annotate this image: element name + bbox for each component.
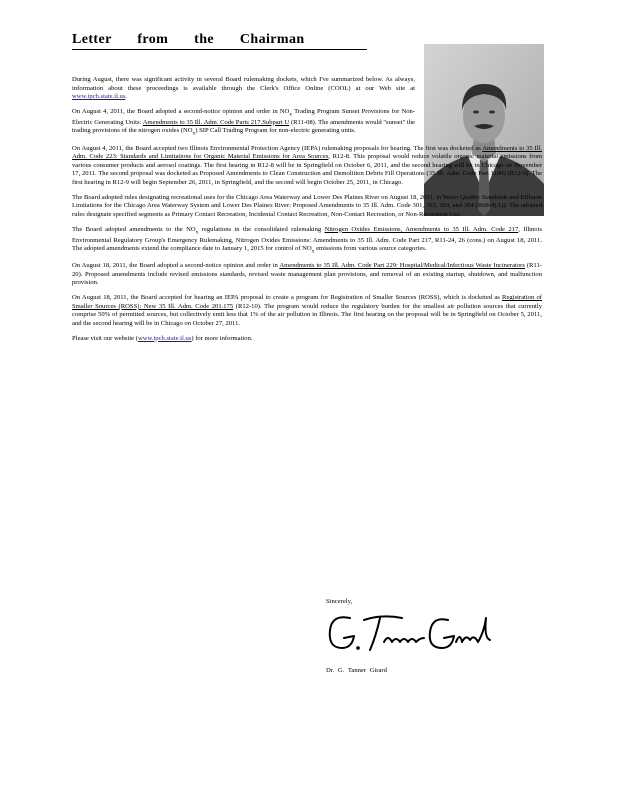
signer-name: Dr. G. Tanner Girard [326, 667, 387, 674]
handwritten-signature [322, 608, 497, 660]
docket-title: Amendments to 35 Ill. Adm. Code 223: Standards and Limitations for Organic Material Emissions for Area Sources [72, 144, 542, 161]
subscript: x [311, 248, 315, 255]
paragraph-text: During August, there was significant activity in several Board rulemaking dockets, which I've summarized below. As always, information about these proceedings is available through the Clerk's Office Online (COOL) at our Web site at [72, 76, 415, 92]
paragraph-text: ) for more information. [191, 334, 253, 342]
docket-title: Nitrogen Oxides Emissions, Amendments to 35 Ill. Adm. Code 217 [324, 225, 519, 233]
paragraph-text: ) SIP Call Trading Program for non-electric generating units. [195, 127, 356, 135]
paragraph-text: emissions from various source categories. [314, 245, 427, 253]
paragraph-text: (R11-20). Proposed amendments include revised emissions standards, revised waste management plan provisions, and removal of an existing startup, shutdown, and malfunction provision. [72, 262, 542, 287]
paragraph-text: Trading Program Sunset Provisions for Non-Electric Generating Units: [72, 107, 416, 126]
paragraph-intro [72, 76, 415, 102]
website-link[interactable]: www.ipcb.state.il.us [137, 334, 192, 342]
paragraph-text: (R11-08). The amendments would "sunset" the trading provisions of the nitrogen oxides (NO [72, 118, 415, 135]
paragraph-text: (R12-10). The program would reduce the regulatory burden for the smallest air pollution sources that currently comprise 50% of permitted sources, but collectively emit less that 1% of the air pollution in Illinois. The first hearing on the proposal will be in Springfield on October 5, 2011, and the second hearing will be in Chicago on October 27, 2011. [72, 302, 542, 328]
paragraph-text: On August 18, 2011, the Board accepted for hearing an IEPA proposal to create a program for Registration of Smaller Sources (ROSS), which is docketed as [72, 294, 503, 302]
subscript: x [195, 229, 199, 235]
paragraph-text: Please visit our website ( [72, 334, 138, 342]
website-link[interactable]: www.ipcb.state.il.us [72, 93, 126, 101]
paragraph-r12-10 [72, 294, 542, 328]
docket-title: Registration of Smaller Sources (ROSS): New 35 Ill. Adm. Code 201.175 [72, 294, 542, 310]
paragraph-r12-8 [72, 145, 542, 188]
subscript: x [192, 130, 196, 137]
paragraph-text: , R12-8. This proposal would reduce volatile organic material emissions from various consumer products and aerosol coatings. The first hearing in R12-8 will be in Springfield on October 6, 2011, and the second hearing will be in Chicago on November 17, 2011. The second proposal was docketed as Proposed Amendments to Clean Construction and Demolition Debris Fill Operations (35 Ill. Adm. Code Part 1100) (R12-9). The first hearing in R12-9 will begin September 26, 2011, in Springfield, and the second will begin October 25, 2011, in Chicago. [72, 153, 542, 186]
paragraph-text: . [125, 93, 128, 101]
paragraph-text: On August 18, 2011, the Board adopted a second-notice opinion and order in [72, 262, 280, 270]
paragraph-text: The Board adopted amendments to the NO [72, 225, 196, 233]
docket-title: Amendments to 35 Ill. Adm. Code Part 229: Hospital/Medical/Infectious Waste Incinerators [279, 262, 525, 270]
paragraph-r08-9: The Board adopted rules designating recreational uses for the Chicago Area Waterway and Lower Des Plaines River on August 18, 2011, in Water Quality Standards and Effluent Limitations for the Chicago Area Waterway System and Lower Des Plaines River: Proposed Amendments to 35 Ill. Adm. Code 301, 302, 303, and 304 (R08-9(A)). The adopted rules designate specified segments as Primary Contact Recreation, Incidental Contact Recreation, Non-Contact Recreation, or Non-Recreation Use. [72, 193, 542, 218]
letter-body [72, 76, 542, 350]
paragraph-text: , Illinois Environmental Regulatory Group's Emergency Rulemaking, Nitrogen Oxides Emissions: Amendments to 35 Ill. Adm. Code Part 217, R11-24, 26 (cons.) on August 18, 2011. The adopted amendments extend the compliance date to January 1, 2015 for control of NO [72, 225, 543, 253]
docket-title: Amendments to 35 Ill. Adm. Code Parts 217.Subpart U [142, 118, 290, 126]
page-title: Letter from the Chairman [72, 32, 367, 50]
paragraph-text: On August 4, 2011, the Board adopted a second-notice opinion and order in NO [72, 107, 290, 115]
paragraph-r11-08 [72, 108, 415, 138]
paragraph-text: regulations in the consolidated rulemaking [198, 225, 325, 233]
closing-salutation: Sincerely, [326, 598, 353, 605]
paragraph-text: On August 4, 2011, the Board accepted two Illinois Environmental Protection Agency (IEPA) rulemaking proposals for hearing. The first was docketed as [72, 144, 483, 152]
paragraph-r11-24 [72, 226, 542, 256]
paragraph-r11-20 [72, 262, 542, 288]
paragraph-visit [72, 335, 542, 344]
subscript: x [289, 111, 293, 118]
